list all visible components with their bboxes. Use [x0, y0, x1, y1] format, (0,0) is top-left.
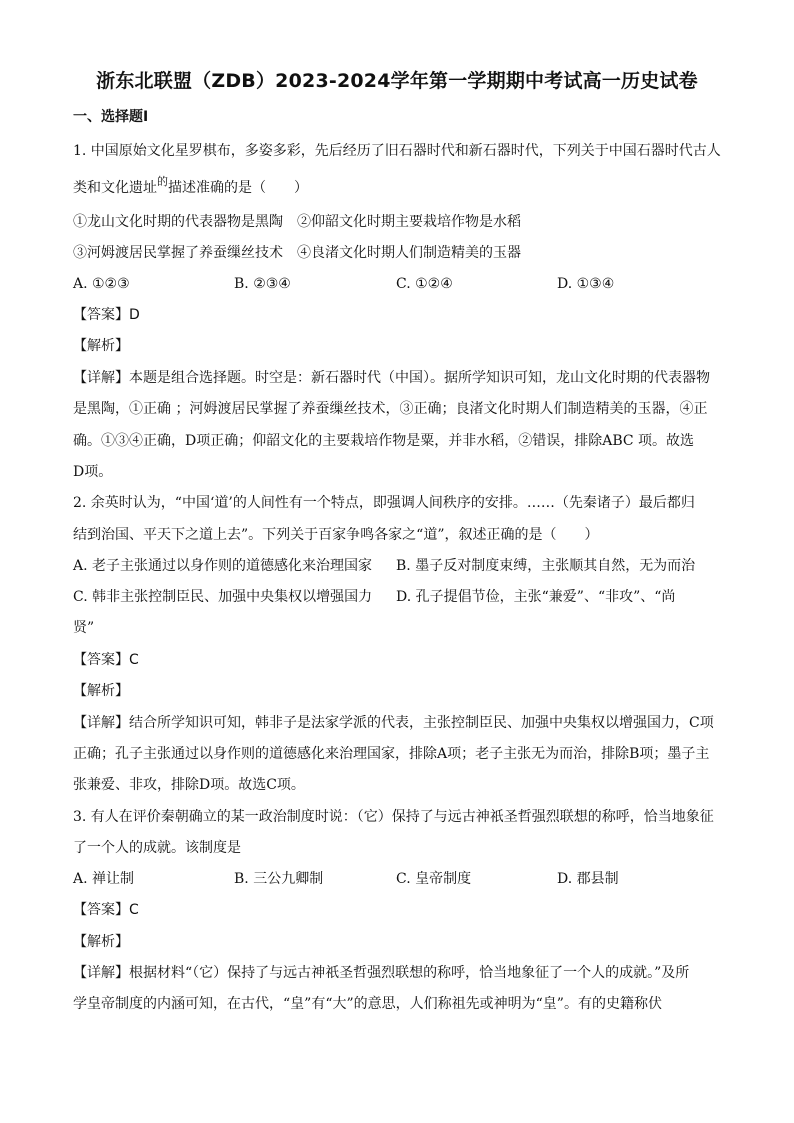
q2-option-d: D. 孔子提倡节俭，主张“兼爱”、“非攻”、“尚 — [396, 589, 676, 605]
q3-stem-line-2: 了一个人的成就。该制度是 — [73, 840, 241, 856]
q1-stem-part-a: 类和文化遗址 — [73, 180, 157, 196]
q1-stem-line-2 — [73, 175, 308, 198]
q3-option-d: D. 郡县制 — [557, 871, 619, 887]
q1-option-b: B. ②③④ — [234, 276, 291, 292]
q1-detail-line-2: 是黑陶，①正确 ；河姆渡居民掌握了养蚕缫丝技术，③正确；良渚文化时期人们制造精美的玉器，④正 — [73, 401, 708, 417]
q3-option-a: A. 禅让制 — [73, 871, 135, 887]
q1-stem-superscript: 的 — [157, 175, 168, 188]
section-heading: 一、选择题Ⅰ — [73, 109, 149, 125]
q1-stem-part-b: 描述准确的是（ ） — [168, 180, 308, 196]
q1-analysis-label: 【解析】 — [73, 338, 129, 354]
q2-detail-line-3: 张兼爱、非攻，排除D项。故选C项。 — [73, 777, 305, 793]
q1-detail-line-3: 确。①③④正确，D项正确；仰韶文化的主要栽培作物是粟，并非水稻，②错误，排除ABC 项。故选 — [73, 433, 695, 449]
q2-answer: 【答案】C — [73, 652, 139, 668]
q1-detail-line-4: D项。 — [73, 464, 113, 480]
q1-option-d: D. ①③④ — [557, 276, 615, 292]
q1-item-line-2: ③河姆渡居民掌握了养蚕缫丝技术 ④良渚文化时期人们制造精美的玉器 — [73, 245, 521, 261]
q2-option-b: B. 墨子反对制度束缚，主张顺其自然，无为而治 — [396, 558, 696, 574]
q3-option-b: B. 三公九卿制 — [234, 871, 324, 887]
q3-detail-line-2: 学皇帝制度的内涵可知，在古代，“皇”有“大”的意思，人们称祖先或神明为“皇”。有的史籍称伏 — [73, 996, 662, 1012]
q1-option-a: A. ①②③ — [73, 276, 130, 292]
q1-item-line-1: ①龙山文化时期的代表器物是黑陶 ②仰韶文化时期主要栽培作物是水稻 — [73, 214, 521, 230]
q2-stem-line-2: 结到治国、平天下之道上去”。下列关于百家争鸣各家之“道”，叙述正确的是（ ） — [73, 527, 599, 543]
q1-stem-line-1: 1. 中国原始文化星罗棋布，多姿多彩，先后经历了旧石器时代和新石器时代，下列关于中国石器时代古人 — [73, 143, 721, 159]
q2-option-a: A. 老子主张通过以身作则的道德感化来治理国家 — [73, 558, 373, 574]
q3-option-c: C. 皇帝制度 — [396, 871, 472, 887]
q3-stem-line-1: 3. 有人在评价秦朝确立的某一政治制度时说：（它）保持了与远古神祇圣哲强烈联想的称呼，恰当地象征 — [73, 809, 714, 825]
q3-analysis-label: 【解析】 — [73, 934, 129, 950]
q3-answer: 【答案】C — [73, 902, 139, 918]
q2-detail-line-2: 正确；孔子主张通过以身作则的道德感化来治理国家，排除A项；老子主张无为而治，排除B项；墨子主 — [73, 746, 710, 762]
page-title: 浙东北联盟（ZDB）2023-2024学年第一学期期中考试高一历史试卷 — [96, 70, 698, 92]
q3-detail-line-1: 【详解】根据材料“（它）保持了与远古神祇圣哲强烈联想的称呼，恰当地象征了一个人的成就。”及所 — [73, 965, 690, 981]
q2-stem-line-1: 2. 余英时认为，“中国‘道’的人间性有一个特点，即强调人间秩序的安排。……（先秦诸子）最后都归 — [73, 495, 695, 511]
q1-option-c: C. ①②④ — [396, 276, 453, 292]
q2-option-d-continued: 贤” — [73, 620, 95, 636]
q2-option-c: C. 韩非主张控制臣民、加强中央集权以增强国力 — [73, 589, 373, 605]
q2-detail-line-1: 【详解】结合所学知识可知，韩非子是法家学派的代表，主张控制臣民、加强中央集权以增强国力，C项 — [73, 715, 714, 731]
q1-answer: 【答案】D — [73, 307, 140, 323]
q1-detail-line-1: 【详解】本题是组合选择题。时空是：新石器时代（中国）。据所学知识可知，龙山文化时期的代表器物 — [73, 370, 710, 386]
q2-analysis-label: 【解析】 — [73, 683, 129, 699]
